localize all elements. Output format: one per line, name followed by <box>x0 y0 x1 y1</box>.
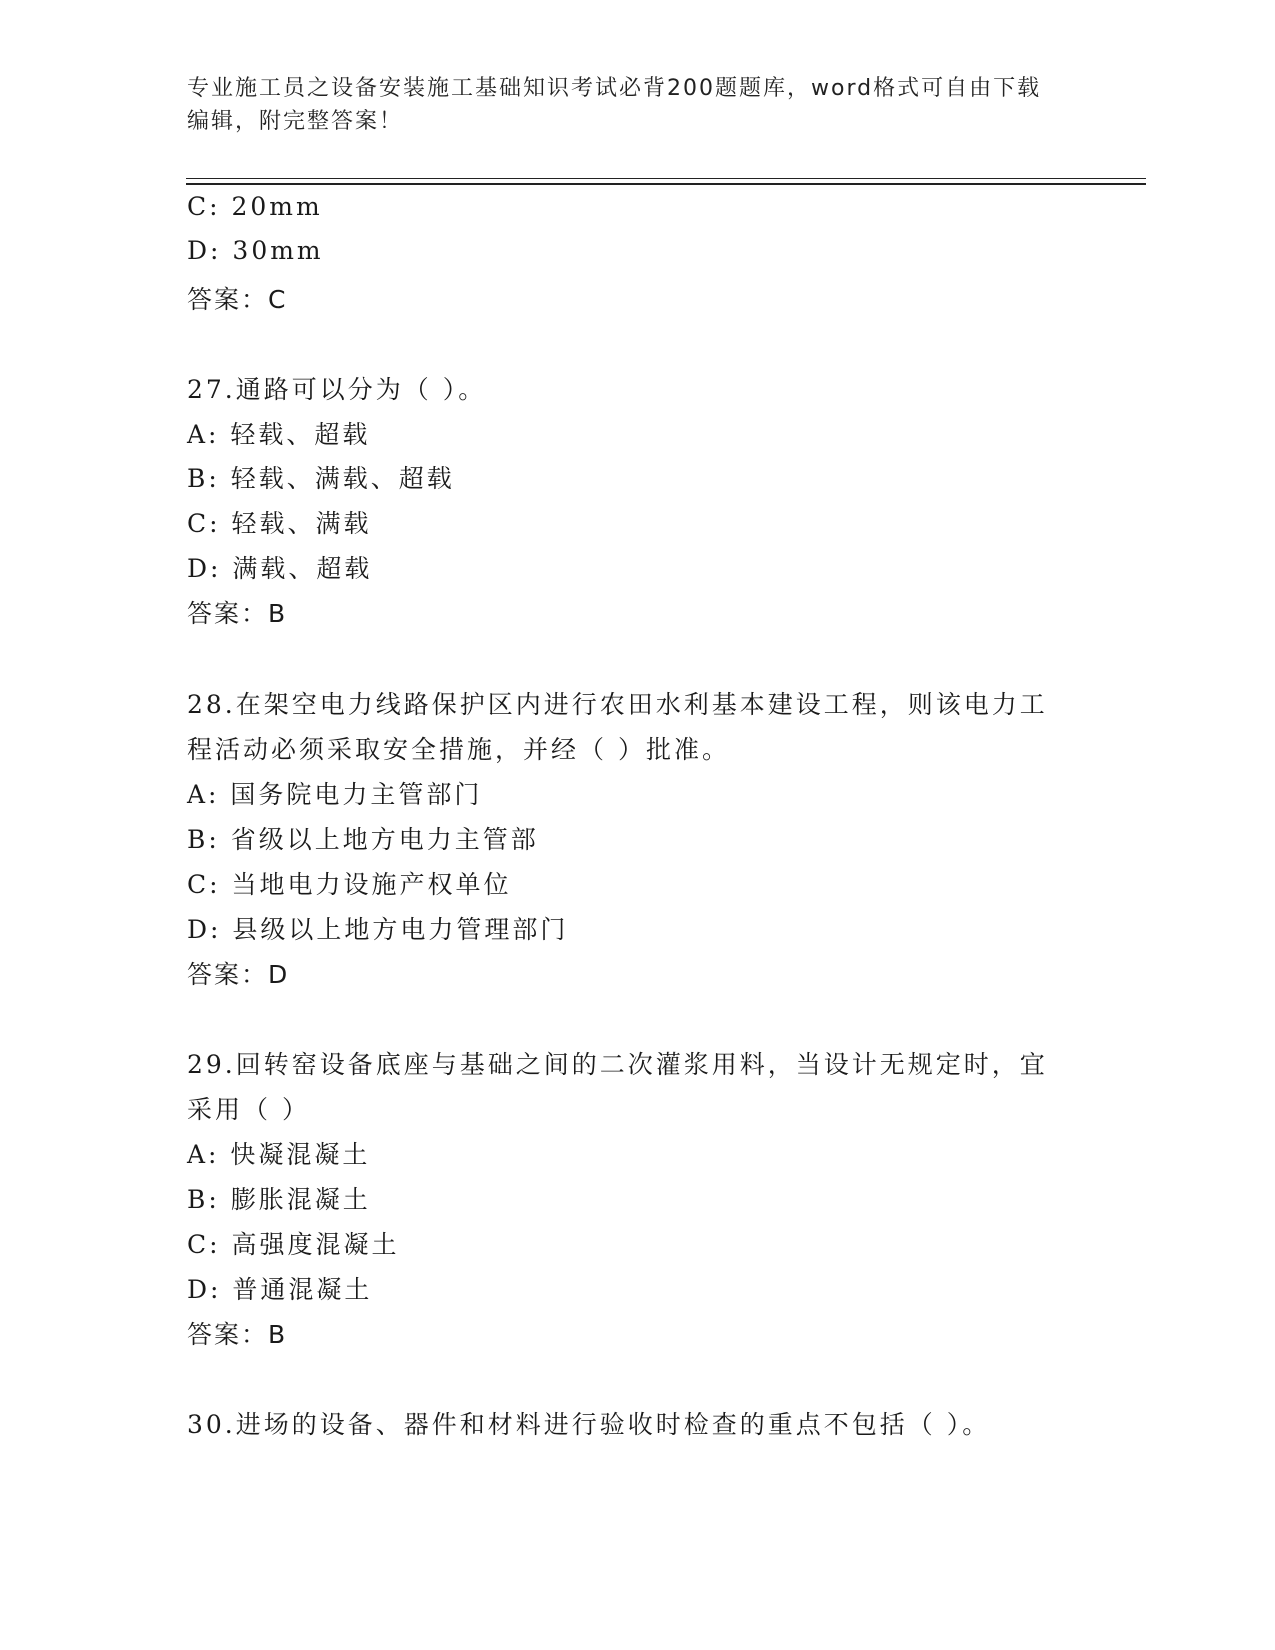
option-d: D: 30mm <box>187 236 324 265</box>
answer-line: 答案：B <box>187 1320 288 1349</box>
question-29-line-1: 29.回转窑设备底座与基础之间的二次灌浆用料，当设计无规定时，宜 <box>187 1050 1048 1079</box>
option-c: C: 高强度混凝土 <box>187 1230 400 1259</box>
answer-line: 答案：D <box>187 960 290 989</box>
question-28-line-2: 程活动必须采取安全措施，并经（ ）批准。 <box>187 735 730 764</box>
option-a: A: 快凝混凝土 <box>187 1140 371 1169</box>
option-d: D: 县级以上地方电力管理部门 <box>187 915 569 944</box>
option-b: B: 轻载、满载、超载 <box>187 464 455 493</box>
option-c: C: 轻载、满载 <box>187 509 372 538</box>
option-b: B: 膨胀混凝土 <box>187 1185 371 1214</box>
header-line-1: 专业施工员之设备安装施工基础知识考试必背200题题库，word格式可自由下载 <box>187 76 1042 101</box>
question-27: 27.通路可以分为（ ）。 <box>187 375 487 404</box>
question-28-line-1: 28.在架空电力线路保护区内进行农田水利基本建设工程，则该电力工 <box>187 690 1048 719</box>
header-divider-thick <box>186 183 1146 185</box>
document-header <box>187 72 1087 138</box>
answer-line: 答案：C <box>187 285 288 314</box>
option-c: C: 当地电力设施产权单位 <box>187 870 512 899</box>
question-30: 30.进场的设备、器件和材料进行验收时检查的重点不包括（ ）。 <box>187 1410 991 1439</box>
question-29-line-2: 采用（ ） <box>187 1095 310 1124</box>
option-c: C: 20mm <box>187 192 323 221</box>
option-d: D: 满载、超载 <box>187 554 373 583</box>
option-a: A: 轻载、超载 <box>187 420 371 449</box>
answer-line: 答案：B <box>187 599 288 628</box>
header-divider-thin <box>186 178 1146 179</box>
option-a: A: 国务院电力主管部门 <box>187 780 483 809</box>
header-line-2: 编辑，附完整答案！ <box>187 109 404 134</box>
option-d: D: 普通混凝土 <box>187 1275 373 1304</box>
option-b: B: 省级以上地方电力主管部 <box>187 825 539 854</box>
